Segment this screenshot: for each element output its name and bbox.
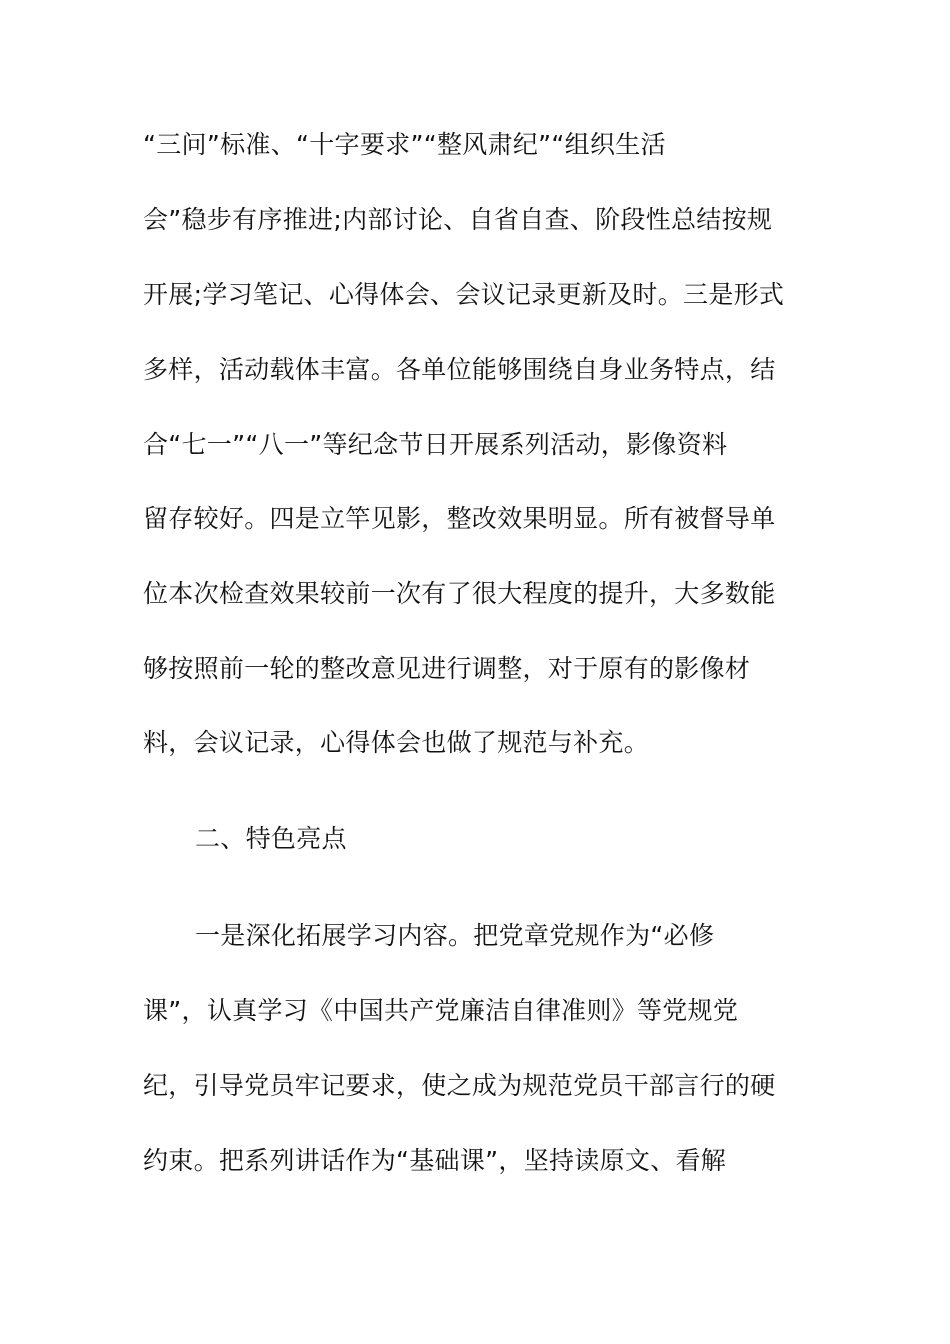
section-heading: 二、特色亮点 [195,824,347,853]
text-line: 一是深化拓展学习内容。把党章党规作为“必修 [195,921,715,950]
text-line: 够按照前一轮的整改意见进行调整，对于原有的影像材 [143,654,751,683]
text-line: 约束。把系列讲话作为“基础课”，坚持读原文、看解 [143,1146,727,1175]
text-line: 开展;学习笔记、心得体会、会议记录更新及时。三是形式 [143,280,785,309]
text-line: 料，会议记录，心得体会也做了规范与补充。 [143,728,650,757]
text-line: 纪，引导党员牢记要求，使之成为规范党员干部言行的硬 [143,1071,776,1100]
text-line: “三问”标准、“十字要求”“整风肃纪”“组织生活 [143,130,666,159]
text-line: 留存较好。四是立竿见影，整改效果明显。所有被督导单 [143,504,776,533]
text-line: 课”，认真学习《中国共产党廉洁自律准则》等党规党 [143,996,739,1025]
text-line: 合“七一”“八一”等纪念节日开展系列活动，影像资料 [143,430,728,459]
text-line: 位本次检查效果较前一次有了很大程度的提升，大多数能 [143,579,776,608]
text-line: 会”稳步有序推进;内部讨论、自省自查、阶段性总结按规 [143,205,773,234]
text-line: 多样，活动载体丰富。各单位能够围绕自身业务特点，结 [143,355,776,384]
